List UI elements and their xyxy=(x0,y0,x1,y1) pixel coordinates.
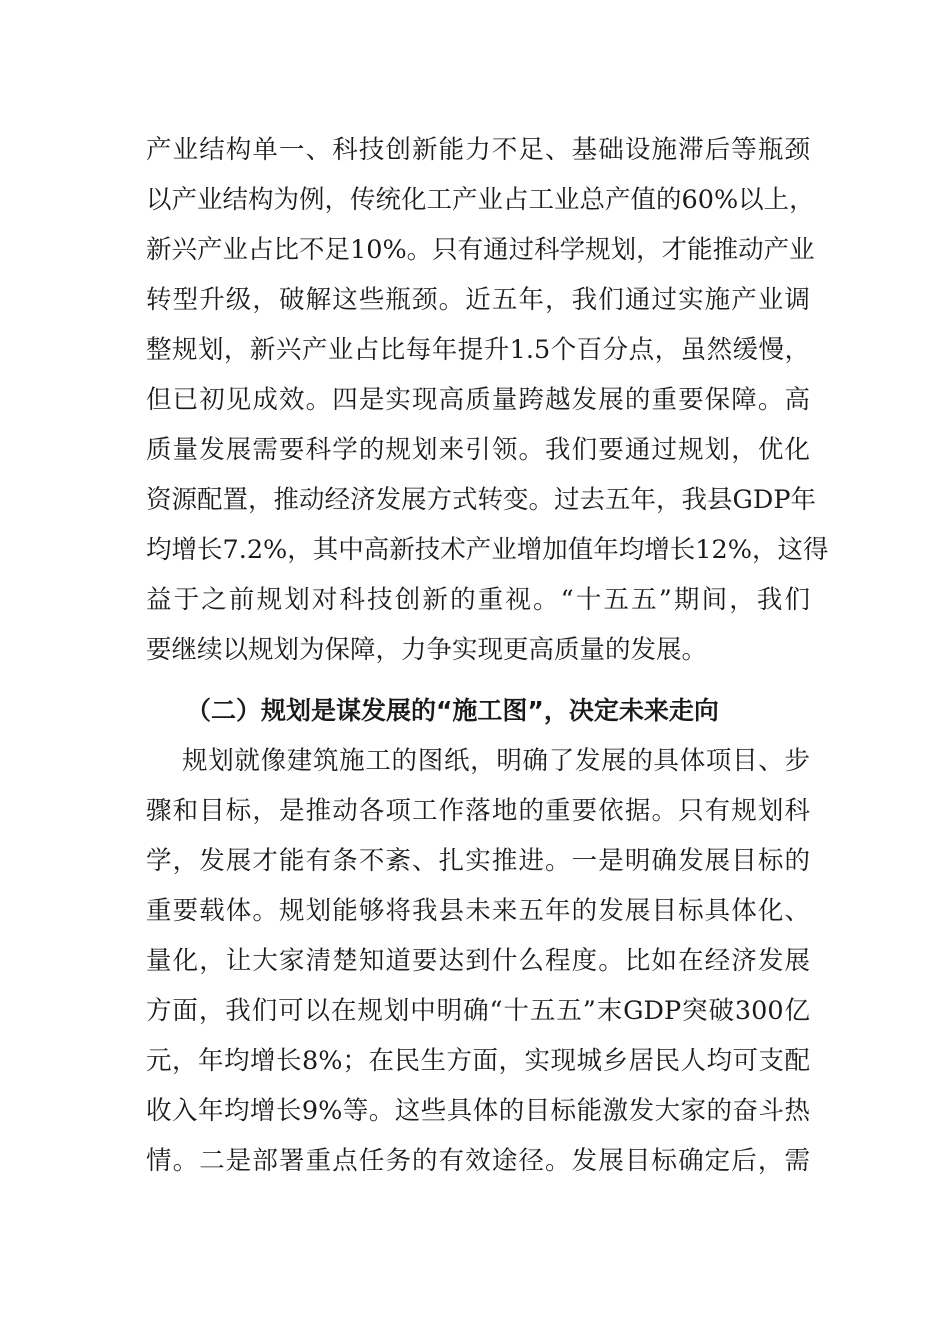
paragraph-line: 学，发展才能有条不紊、扎实推进。一是明确发展目标的 xyxy=(146,846,810,876)
paragraph-line: 整规划，新兴产业占比每年提升1.5个百分点，虽然缓慢， xyxy=(146,335,810,365)
paragraph-line: 规划就像建筑施工的图纸，明确了发展的具体项目、步 xyxy=(182,746,810,776)
paragraph-line: 元，年均增长8%；在民生方面，实现城乡居民人均可支配 xyxy=(146,1046,810,1076)
paragraph-line: 但已初见成效。四是实现高质量跨越发展的重要保障。高 xyxy=(146,385,810,415)
paragraph-line: 重要载体。规划能够将我县未来五年的发展目标具体化、 xyxy=(146,896,810,926)
paragraph-line: 均增长7.2%，其中高新技术产业增加值年均增长12%，这得 xyxy=(146,535,829,565)
paragraph-line: 量化，让大家清楚知道要达到什么程度。比如在经济发展 xyxy=(146,946,810,976)
paragraph-line: 质量发展需要科学的规划来引领。我们要通过规划，优化 xyxy=(146,435,810,465)
paragraph-line: 方面，我们可以在规划中明确“十五五”末GDP突破300亿 xyxy=(146,996,810,1026)
paragraph-line: 新兴产业占比不足10%。只有通过科学规划，才能推动产业 xyxy=(146,235,815,265)
paragraph-line: 情。二是部署重点任务的有效途径。发展目标确定后，需 xyxy=(146,1146,810,1176)
paragraph-line: 转型升级，破解这些瓶颈。近五年，我们通过实施产业调 xyxy=(146,285,810,315)
paragraph-line: 收入年均增长9%等。这些具体的目标能激发大家的奋斗热 xyxy=(146,1096,810,1126)
paragraph-line: 骤和目标，是推动各项工作落地的重要依据。只有规划科 xyxy=(146,796,810,826)
paragraph-line: 以产业结构为例，传统化工产业占工业总产值的60%以上， xyxy=(146,185,815,215)
body-paragraph-1 xyxy=(146,125,829,675)
paragraph-line: 要继续以规划为保障，力争实现更高质量的发展。 xyxy=(146,635,708,665)
section-heading: （二）规划是谋发展的“施工图”，决定未来走向 xyxy=(186,696,719,725)
paragraph-line: 益于之前规划对科技创新的重视。“十五五”期间，我们 xyxy=(146,585,810,615)
paragraph-line: 资源配置，推动经济发展方式转变。过去五年，我县GDP年 xyxy=(146,485,816,515)
paragraph-line: 产业结构单一、科技创新能力不足、基础设施滞后等瓶颈 xyxy=(146,135,810,165)
body-paragraph-2 xyxy=(146,736,810,1186)
